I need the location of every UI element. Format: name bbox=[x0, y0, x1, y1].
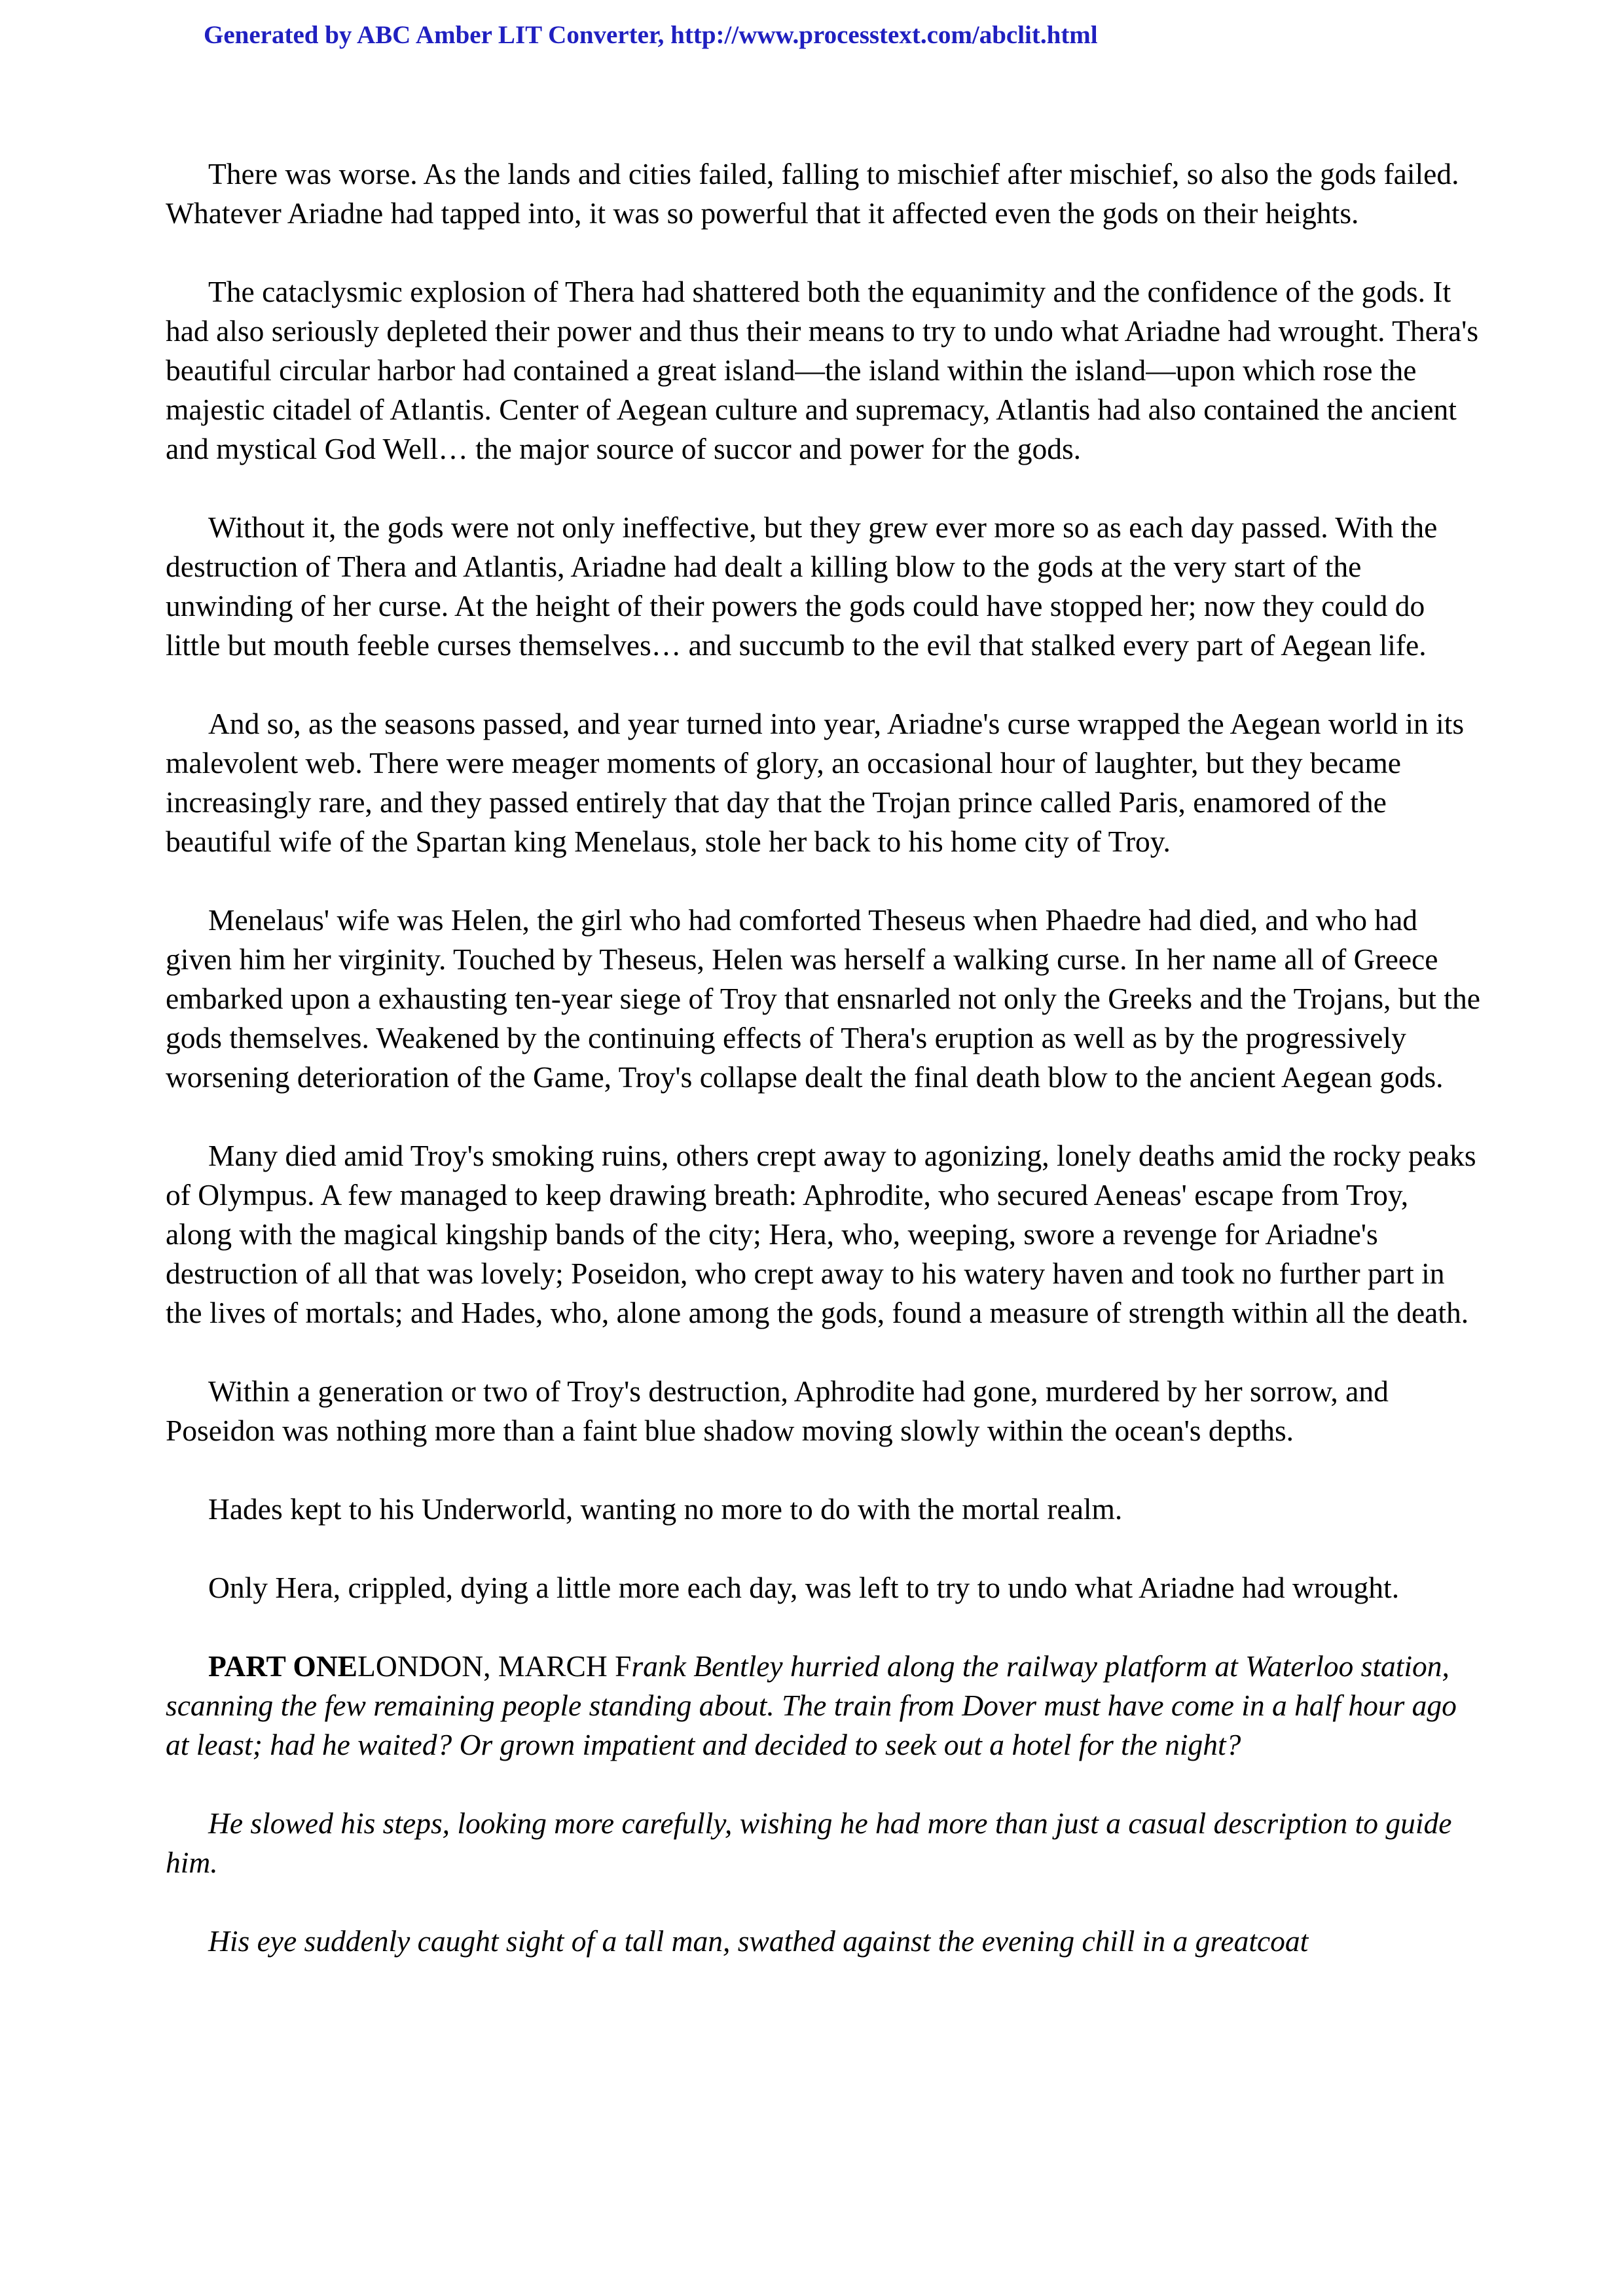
paragraph: Only Hera, crippled, dying a little more each day, was left to try to undo what Ariadne had wrought. bbox=[208, 1571, 1400, 1604]
chapter-opening-paragraph bbox=[166, 1647, 1482, 1765]
chapter-opening-text: rank Bentley hurried along the railway platform at Waterloo station, scanning the few remaining people standing about. The train from Dover must have come in a half hour ago at least; had he waited? Or grown impatient and decided to seek out a hotel for the night? bbox=[166, 1649, 1457, 1761]
italic-paragraph: His eye suddenly caught sight of a tall man, swathed against the evening chill in a greatcoat bbox=[208, 1924, 1309, 1958]
part-heading: PART ONE bbox=[208, 1649, 358, 1683]
paragraph: The cataclysmic explosion of Thera had shattered both the equanimity and the confidence of the gods. It had also seriously depleted their power and thus their means to try to undo what Ariadne had wrought. Thera's beautiful circular harbor had contained a great island—the island within the island—upon which rose the majestic citadel of Atlantis. Center of Aegean culture and supremacy, Atlantis had also contained the ancient and mystical God Well… the major source of succor and power for the gods. bbox=[166, 275, 1479, 465]
paragraph: And so, as the seasons passed, and year turned into year, Ariadne's curse wrapped the Aegean world in its malevolent web. There were meager moments of glory, an occasional hour of laughter, but they became increasingly rare, and they passed entirely that day that the Trojan prince called Paris, enamored of the beautiful wife of the Spartan king Menelaus, stole her back to his home city of Troy. bbox=[166, 707, 1465, 858]
document-body bbox=[166, 154, 1482, 1961]
paragraph: Within a generation or two of Troy's destruction, Aphrodite had gone, murdered by her sorrow, and Poseidon was nothing more than a faint blue shadow moving slowly within the ocean's depths. bbox=[166, 1374, 1389, 1447]
paragraph: There was worse. As the lands and cities failed, falling to mischief after mischief, so also the gods failed. Whatever Ariadne had tapped into, it was so powerful that it affected even the gods on their heights. bbox=[166, 157, 1459, 230]
converter-banner-link[interactable]: Generated by ABC Amber LIT Converter, http://www.processtext.com/abclit.html bbox=[204, 21, 1098, 49]
italic-paragraph: He slowed his steps, looking more carefully, wishing he had more than just a casual description to guide him. bbox=[166, 1806, 1452, 1879]
paragraph: Without it, the gods were not only ineffective, but they grew ever more so as each day passed. With the destruction of Thera and Atlantis, Ariadne had dealt a killing blow to the gods at the very start of the unwinding of her curse. At the height of their powers the gods could have stopped her; now they could do little but mouth feeble curses themselves… and succumb to the evil that stalked every part of Aegean life. bbox=[166, 511, 1438, 662]
paragraph: Many died amid Troy's smoking ruins, others crept away to agonizing, lonely deaths amid the rocky peaks of Olympus. A few managed to keep drawing breath: Aphrodite, who secured Aeneas' escape from Troy, along with the magical kingship bands of the city; Hera, who, weeping, swore a revenge for Ariadne's destruction of all that was lovely; Poseidon, who crept away to his watery haven and took no further part in the lives of mortals; and Hades, who, alone among the gods, found a measure of strength within all the death. bbox=[166, 1139, 1476, 1329]
paragraph: Menelaus' wife was Helen, the girl who had comforted Theseus when Phaedre had died, and who had given him her virginity. Touched by Theseus, Helen was herself a walking curse. In her name all of Greece embarked upon a exhausting ten-year siege of Troy that ensnarled not only the Greeks and the Trojans, but the gods themselves. Weakened by the continuing effects of Thera's eruption as well as by the progressively worsening deterioration of the Game, Troy's collapse dealt the final death blow to the ancient Aegean gods. bbox=[166, 903, 1480, 1094]
paragraph: Hades kept to his Underworld, wanting no more to do with the mortal realm. bbox=[208, 1492, 1123, 1526]
part-location: LONDON, MARCH F bbox=[357, 1649, 632, 1683]
